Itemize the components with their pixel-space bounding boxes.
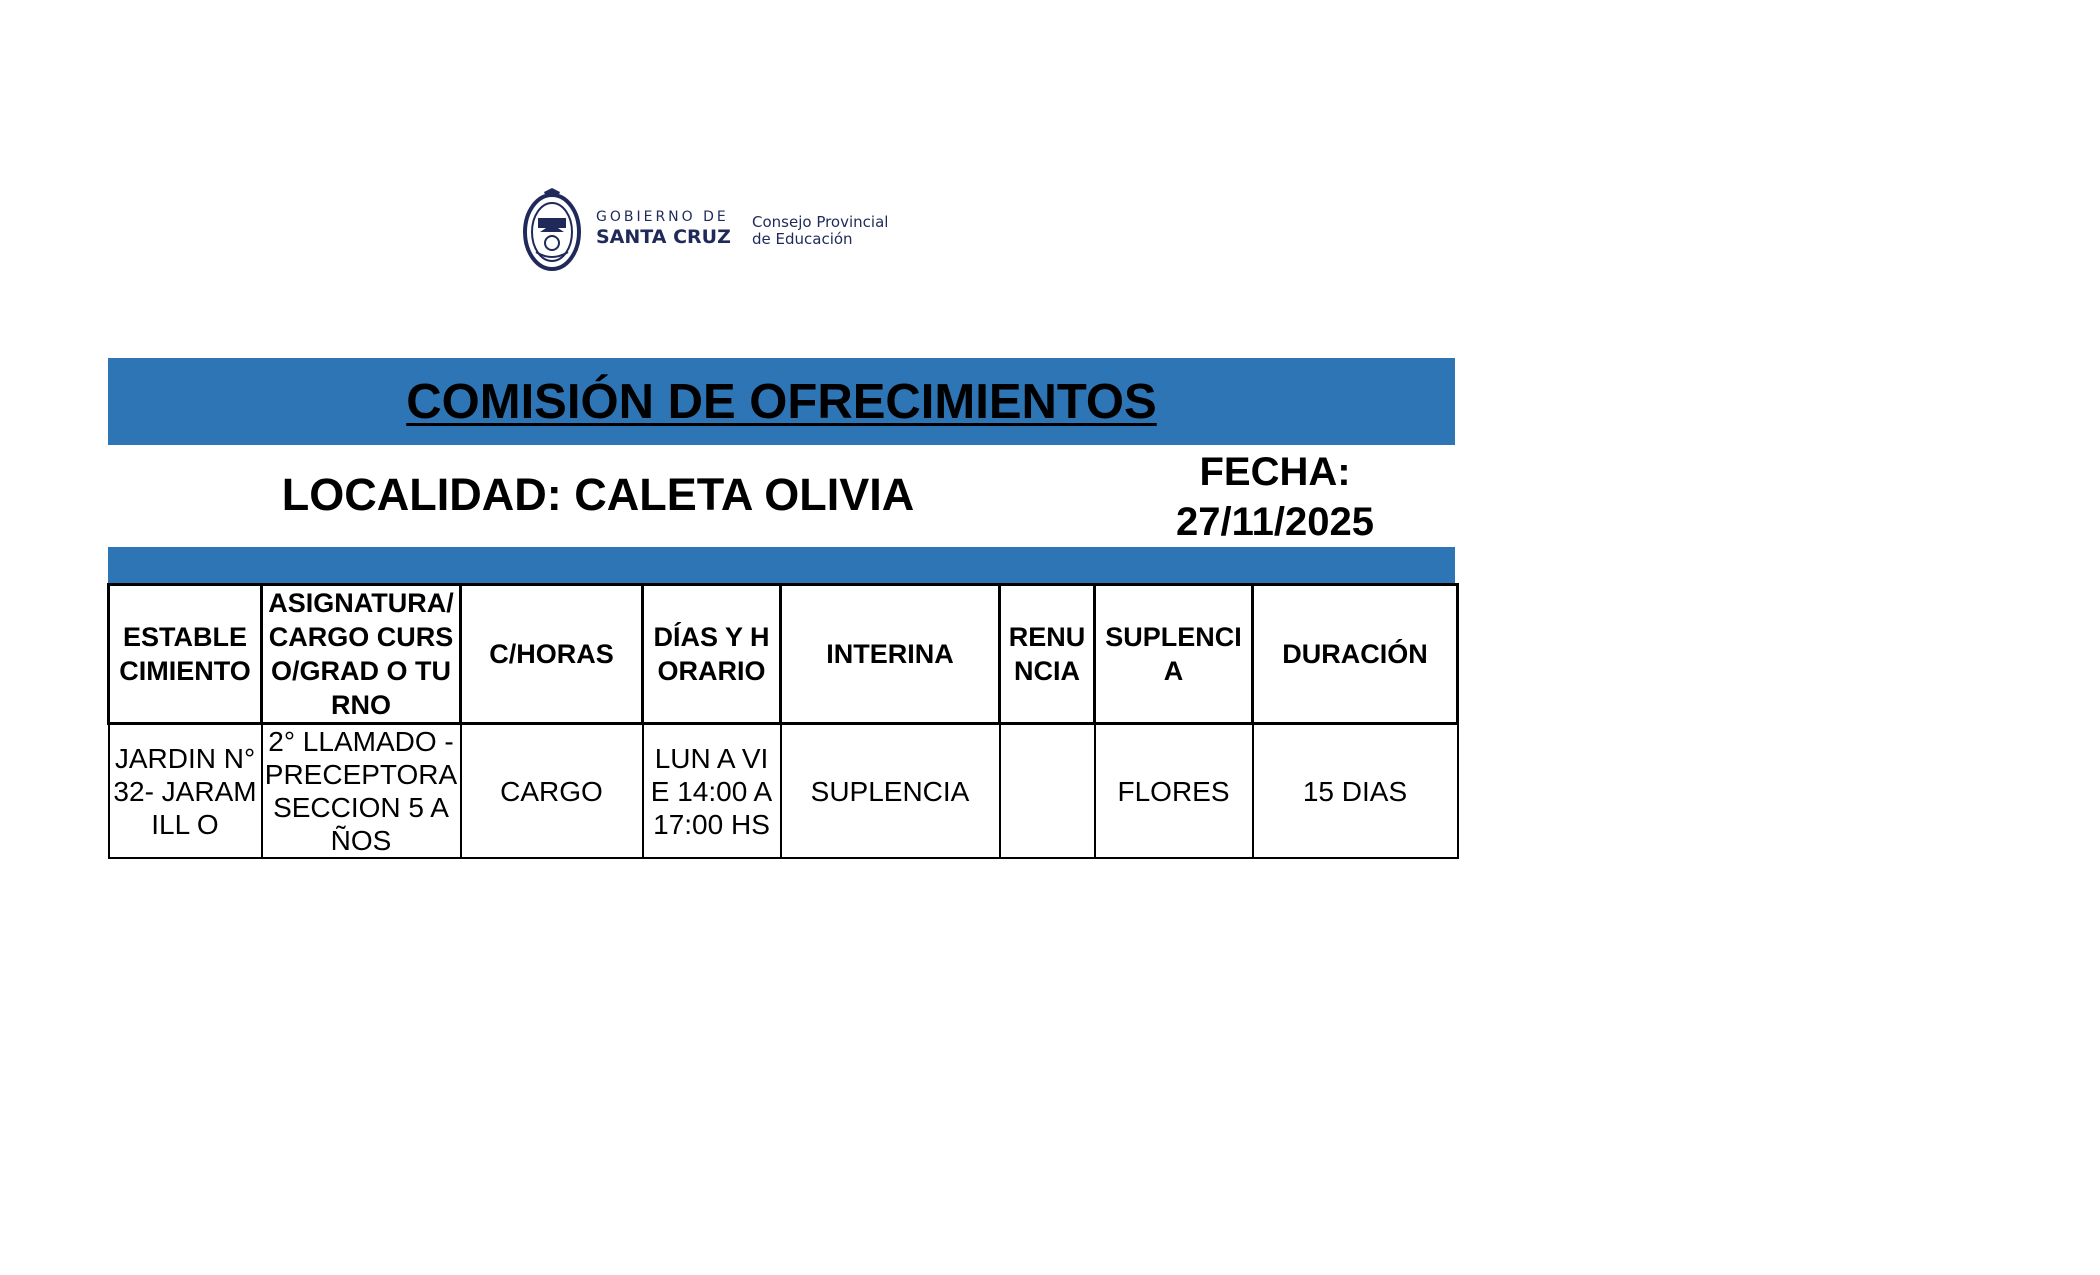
header-renuncia: RENU NCIA [1000,585,1095,724]
header-suplencia: SUPLENCI A [1095,585,1253,724]
offers-table [107,583,1459,859]
cell-horas: CARGO [461,724,643,859]
date-label: FECHA: [1199,450,1351,494]
header-establecimiento: ESTABLE CIMIENTO [109,585,262,724]
document-title: COMISIÓN DE OFRECIMIENTOS [406,374,1157,429]
header-logo [522,188,889,272]
logo-council-line2: de Educación [752,230,853,248]
header-dias-horario: DÍAS Y HORARIO [643,585,781,724]
table-row [109,724,1458,859]
locality-label: LOCALIDAD: CALETA OLIVIA [281,469,915,520]
logo-province-name: SANTA CRUZ [596,226,731,248]
logo-government-label: GOBIERNO DE [596,209,729,225]
cell-asignatura: 2° LLAMADO - PRECEPTORA SECCION 5 AÑOS [262,724,461,859]
cell-renuncia [1000,724,1095,859]
header-interina: INTERINA [781,585,1000,724]
header-asignatura: ASIGNATURA/ CARGO CURSO/GRAD O TURNO [262,585,461,724]
date-block [1125,447,1425,547]
provincial-seal-icon [522,188,582,272]
cell-dias-horario: LUN A VIE 14:00 A 17:00 HS [643,724,781,859]
logo-council-line1: Consejo Provincial [752,213,889,231]
header-horas: C/HORAS [461,585,643,724]
cell-interina: SUPLENCIA [781,724,1000,859]
cell-duracion: 15 DIAS [1253,724,1458,859]
separator-band [108,547,1455,583]
cell-establecimiento: JARDIN N° 32- JARAMILL O [109,724,262,859]
cell-suplencia: FLORES [1095,724,1253,859]
date-value: 27/11/2025 [1176,500,1374,544]
logo-council-name [752,214,888,248]
title-band [108,358,1455,445]
table-header-row [109,585,1458,724]
header-duracion: DURACIÓN [1253,585,1458,724]
